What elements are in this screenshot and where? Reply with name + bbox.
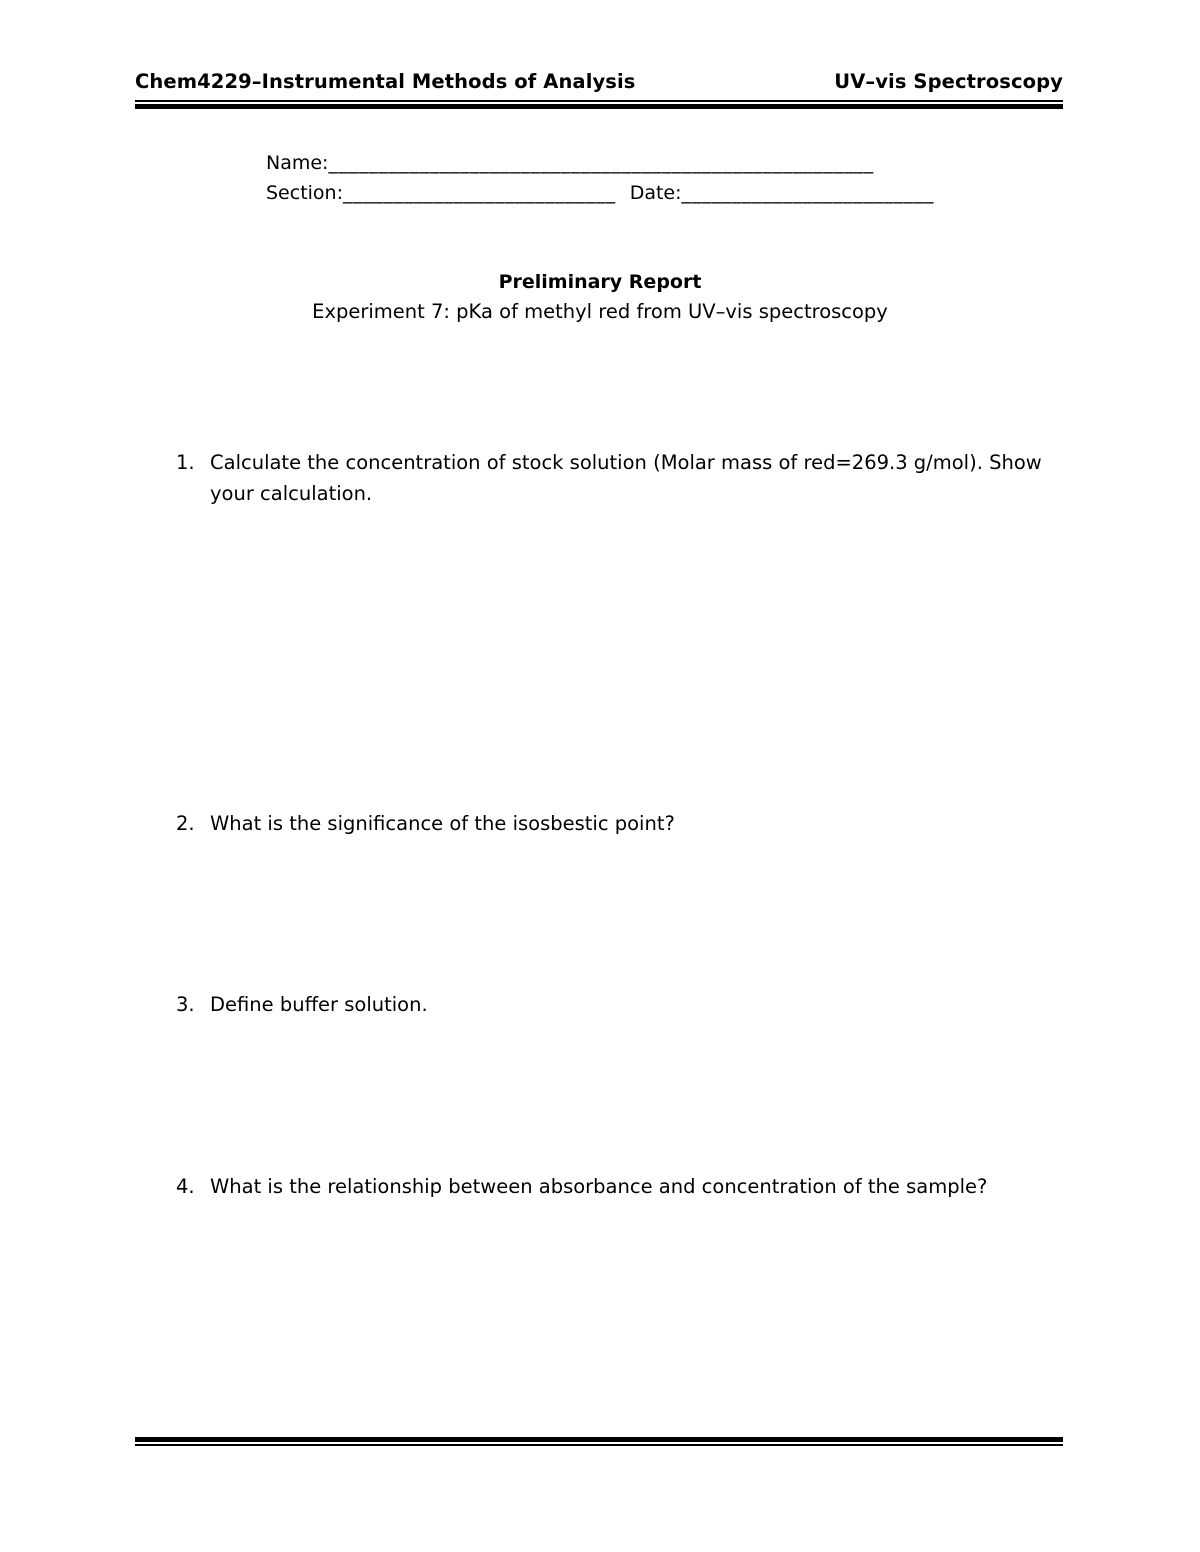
- question-text: What is the relationship between absorbance and concentration of the sample?: [210, 1175, 988, 1198]
- question-number: 2.: [176, 812, 195, 835]
- date-field-label: Date:: [629, 182, 682, 204]
- question-item: [176, 1171, 1090, 1202]
- header-course-title: Chem4229–Instrumental Methods of Analysis: [135, 70, 636, 93]
- section-field-label: Section:: [266, 182, 343, 204]
- header-topic-title: UV–vis Spectroscopy: [834, 70, 1063, 93]
- footer-rule-thick: [135, 1437, 1063, 1442]
- header-rule-thick: [135, 104, 1063, 109]
- section-field-blank[interactable]: ___________________________: [343, 182, 616, 204]
- question-number: 4.: [176, 1175, 195, 1198]
- question-item: [176, 808, 1090, 839]
- question-number: 3.: [176, 993, 195, 1016]
- header-divider-rule: [135, 100, 1063, 108]
- question-text: What is the significance of the isosbestic point?: [210, 812, 675, 835]
- name-field-line: [266, 148, 934, 178]
- question-item: [176, 989, 1090, 1020]
- question-text: Define buffer solution.: [210, 993, 428, 1016]
- student-info-fields: [266, 148, 934, 208]
- name-field-blank[interactable]: ______________________________________________________: [328, 152, 874, 174]
- title-block: [0, 268, 1200, 326]
- name-field-label: Name:: [266, 152, 329, 174]
- document-subtitle: Experiment 7: pKa of methyl red from UV–vis spectroscopy: [312, 300, 888, 323]
- section-date-field-line: [266, 178, 934, 208]
- footer-rule-thin: [135, 1444, 1063, 1446]
- page-header: [135, 70, 1063, 93]
- footer-divider-rule: [135, 1437, 1063, 1446]
- header-rule-thin: [135, 100, 1063, 102]
- date-field-blank[interactable]: _________________________: [681, 182, 935, 204]
- document-title: Preliminary Report: [498, 271, 702, 293]
- question-text: Calculate the concentration of stock solution (Molar mass of red=269.3 g/mol). Show your calculation.: [210, 451, 1042, 505]
- question-number: 1.: [176, 451, 195, 474]
- question-item: [176, 447, 1090, 509]
